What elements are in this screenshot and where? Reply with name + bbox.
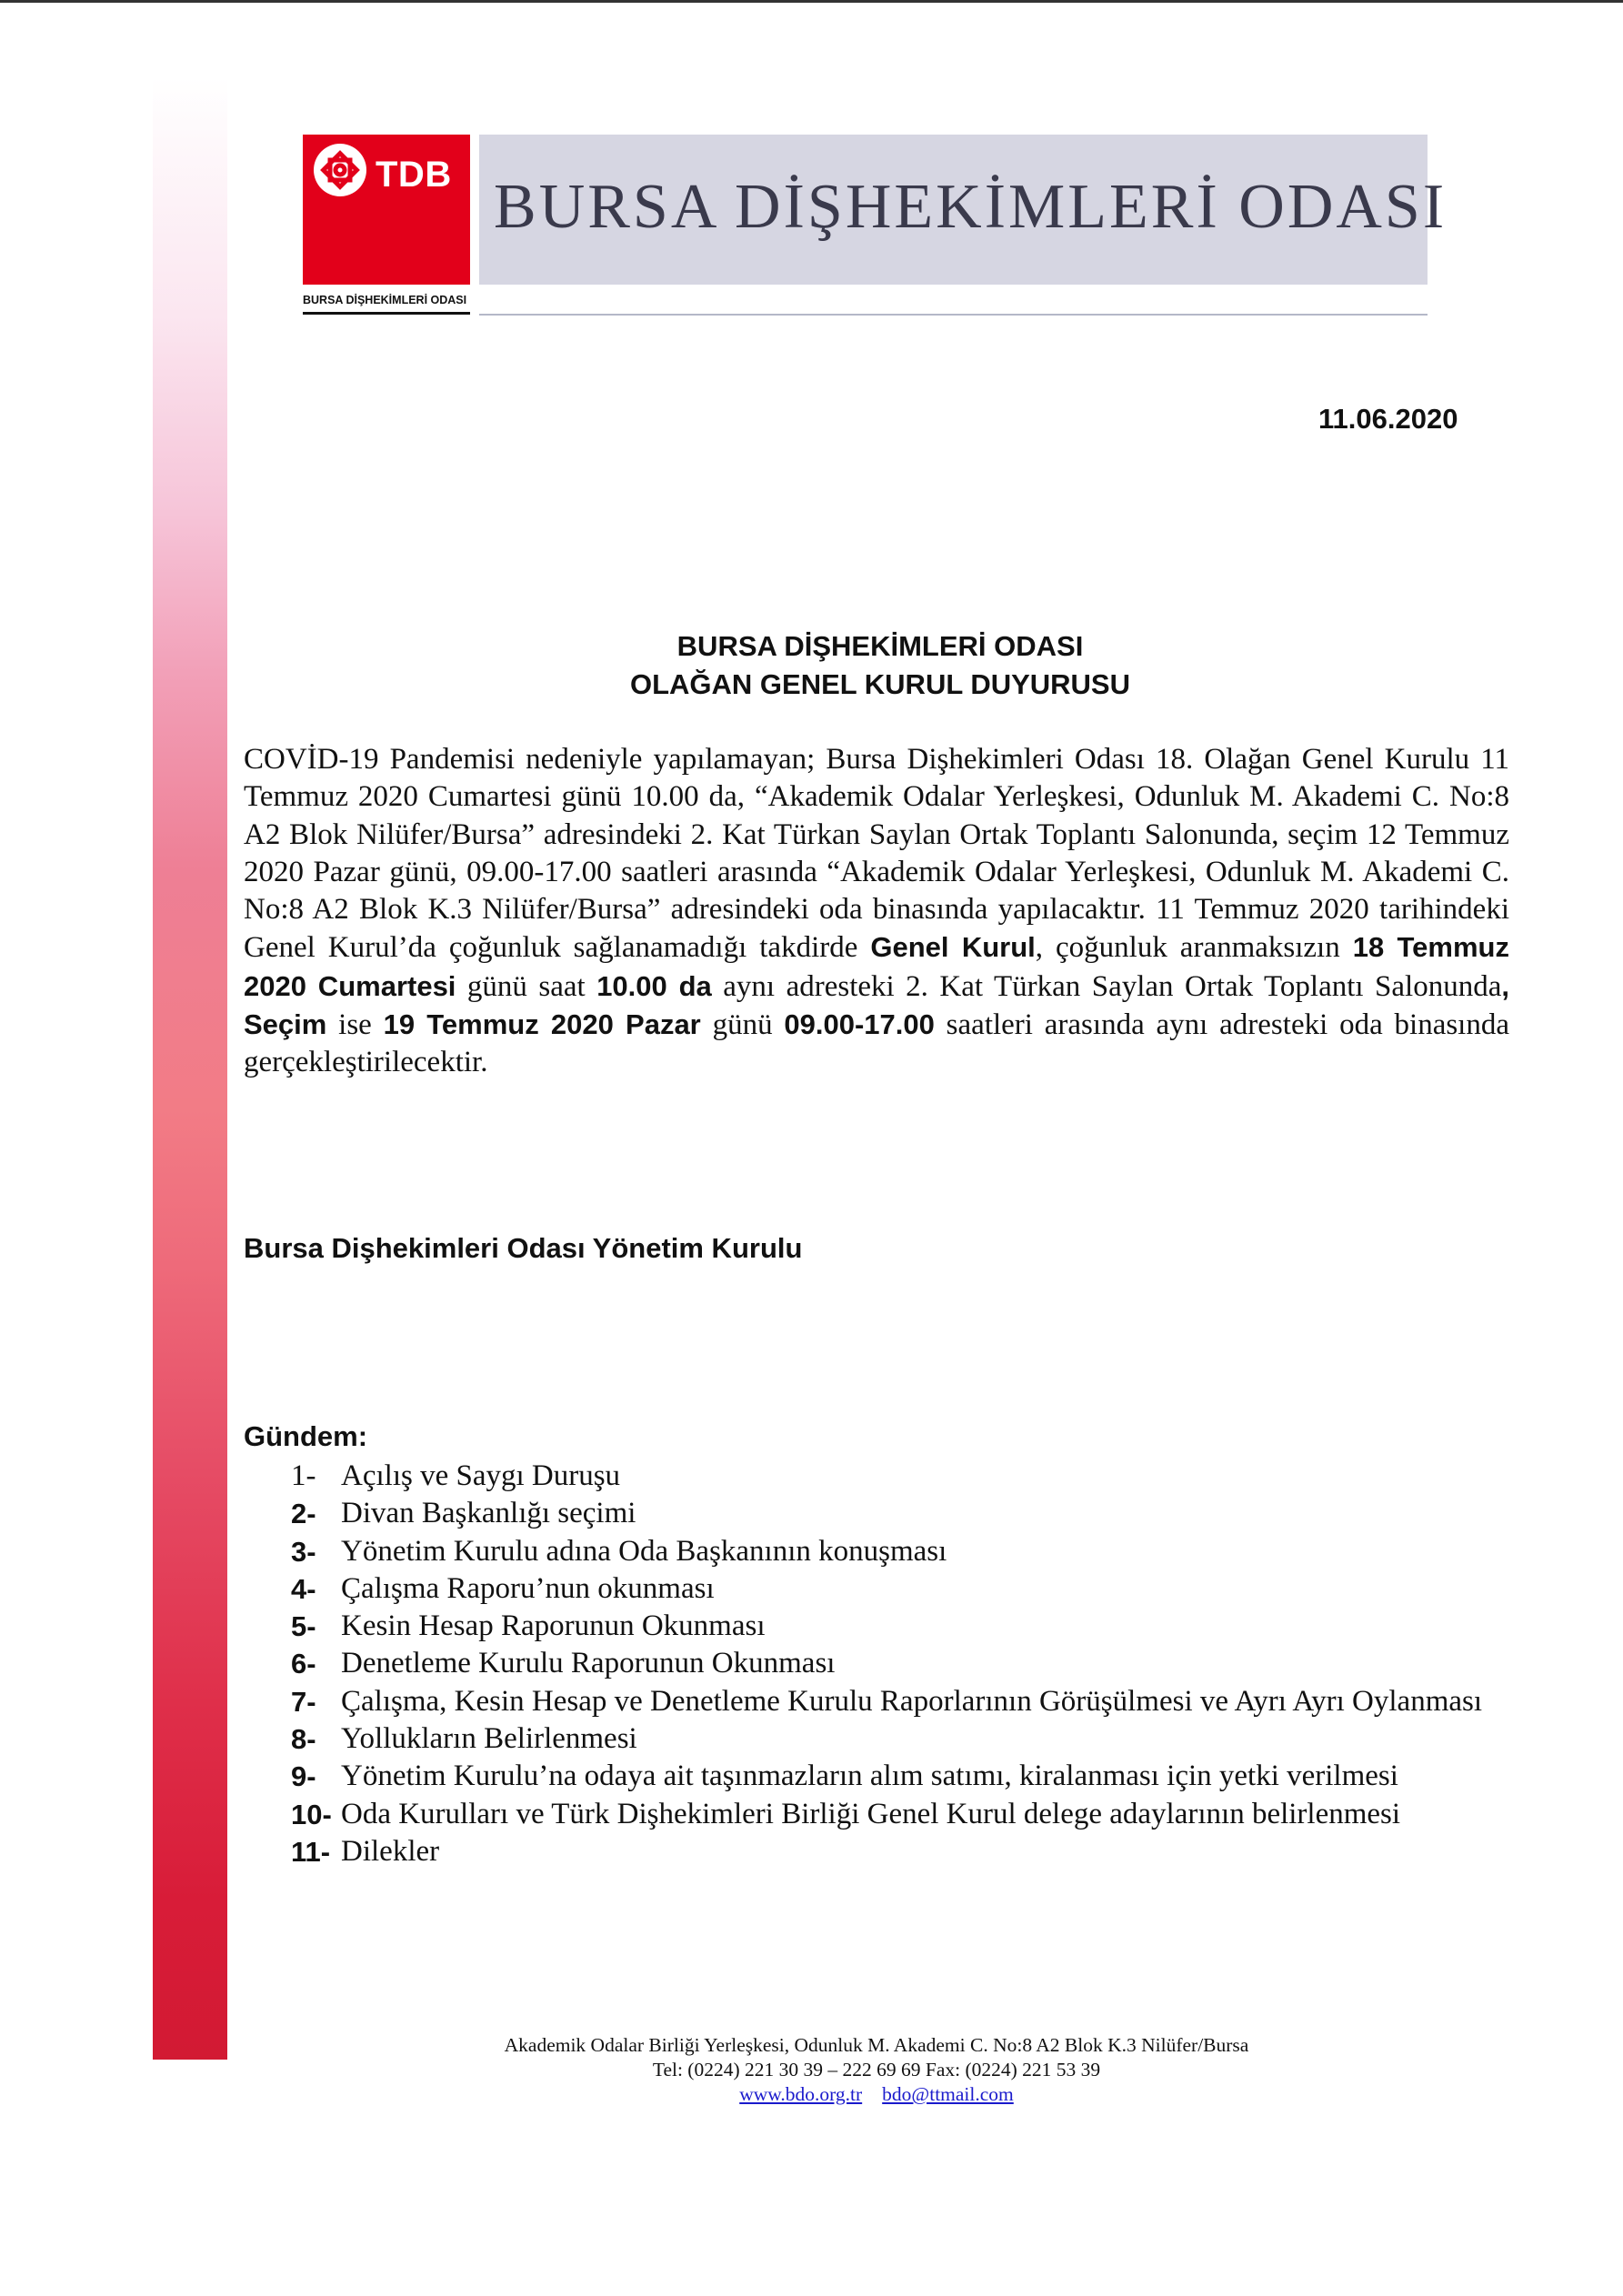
body-bold: 09.00-17.00	[784, 1008, 935, 1041]
agenda-number: 11-	[291, 1835, 331, 1868]
agenda-number: 4-	[291, 1572, 316, 1605]
agenda-item	[291, 1796, 1528, 1833]
agenda-item	[291, 1645, 1528, 1682]
signature: Bursa Dişhekimleri Odası Yönetim Kurulu	[244, 1232, 803, 1264]
agenda-number: 3-	[291, 1535, 316, 1568]
agenda-text: Oda Kurulları ve Türk Dişhekimleri Birliği Genel Kurul delege adaylarının belirlenmesi	[341, 1797, 1401, 1830]
logo-subtitle: BURSA DİŞHEKİMLERİ ODASI	[303, 294, 467, 306]
footer-contact: Tel: (0224) 221 30 39 – 222 69 69 Fax: (0224) 221 53 39	[652, 2059, 1101, 2080]
logo-text: TDB	[376, 155, 452, 195]
body-bold: , Seçim	[244, 969, 1509, 1041]
agenda-number: 2-	[291, 1498, 316, 1530]
body-bold: Genel Kurul	[870, 931, 1036, 964]
body-text: saatleri arasında aynı adresteki oda binasında gerçekleştirilecektir.	[244, 1008, 1509, 1079]
footer-links	[244, 2083, 1509, 2106]
agenda-text: Divan Başkanlığı seçimi	[341, 1497, 636, 1530]
agenda-item	[291, 1720, 1528, 1758]
body-text: COVİD-19 Pandemisi nedeniyle yapılamayan; Bursa Dişhekimleri Odası 18. Olağan Genel Kurulu 11 Temmuz 2020 Cumartesi günü 10.00 da, “Akademik Odalar Yerleşkesi, Odunluk M. Akademi C. No:8 A2 Blok Nilüfer/Bursa” adresindeki 2. Kat Türkan Saylan Ortak Toplantı Salonunda, seçim 12 Temmuz 2020 Pazar günü, 09.00-17.00 saatleri arasında “Akademik Odalar Yerleşkesi, Odunluk M. Akademi C. No:8 A2 Blok K.3 Nilüfer/Bursa” adresindeki oda binasında yapılacaktır. 11 Temmuz 2020 tarihindeki Genel Kurul’da çoğunluk sağlanamadığı takdirde	[244, 743, 1509, 965]
agenda-text: Denetleme Kurulu Raporunun Okunması	[341, 1647, 836, 1680]
body-text: günü	[700, 1008, 785, 1042]
agenda-item	[291, 1833, 1528, 1870]
document-title: BURSA DİŞHEKİMLERİ ODASI	[676, 630, 1084, 662]
agenda-list	[291, 1458, 1528, 1870]
agenda-item	[291, 1570, 1528, 1608]
agenda-item	[291, 1495, 1528, 1532]
agenda-number: 8-	[291, 1723, 316, 1756]
agenda-item	[291, 1758, 1528, 1795]
footer-address: Akademik Odalar Birliği Yerleşkesi, Odunluk M. Akademi C. No:8 A2 Blok K.3 Nilüfer/Bursa	[504, 2034, 1249, 2056]
body-text: aynı adresteki 2. Kat Türkan Saylan Ortak Toplantı Salonunda	[711, 969, 1502, 1003]
body-bold: 19 Temmuz 2020 Pazar	[383, 1008, 701, 1041]
header-divider	[479, 314, 1428, 316]
agenda-text: Çalışma Raporu’nun okunması	[341, 1571, 715, 1605]
agenda-text: Çalışma, Kesin Hesap ve Denetleme Kurulu Raporlarının Görüşülmesi ve Ayrı Ayrı Oylanması	[341, 1684, 1483, 1718]
agenda-text: Dilekler	[341, 1834, 440, 1868]
decorative-gradient-bar	[153, 77, 227, 2060]
agenda-text: Açılış ve Saygı Duruşu	[341, 1459, 621, 1492]
header-banner	[479, 135, 1448, 285]
announcement-body	[244, 741, 1509, 1082]
top-border	[0, 0, 1623, 3]
agenda-text: Yönetim Kurulu’na odaya ait taşınmazların alım satımı, kiralanması için yetki verilmesi	[341, 1760, 1398, 1793]
agenda-item	[291, 1608, 1528, 1645]
knot-emblem-icon	[312, 142, 368, 198]
banner-title: BURSA DİŞHEKİMLERİ ODASI	[494, 172, 1448, 242]
body-text: , çoğunluk aranmaksızın	[1035, 931, 1353, 965]
agenda-text: Yollukların Belirlenmesi	[341, 1722, 637, 1756]
body-text: ise	[326, 1008, 384, 1042]
agenda-heading: Gündem:	[244, 1420, 368, 1452]
agenda-number: 5-	[291, 1610, 316, 1643]
body-bold: 10.00 da	[596, 969, 712, 1002]
body-bold: 18 Temmuz 2020 Cumartesi	[244, 931, 1509, 1002]
agenda-item	[291, 1533, 1528, 1570]
agenda-number: 6-	[291, 1648, 316, 1680]
agenda-text: Kesin Hesap Raporunun Okunması	[341, 1609, 766, 1643]
email-link[interactable]: bdo@ttmail.com	[882, 2083, 1014, 2105]
logo-underline	[303, 312, 470, 315]
agenda-item	[291, 1683, 1528, 1720]
document-subtitle: OLAĞAN GENEL KURUL DUYURUSU	[630, 668, 1130, 700]
body-text: günü saat	[456, 969, 597, 1003]
agenda-number: 10-	[291, 1798, 332, 1830]
agenda-item	[291, 1458, 1528, 1495]
agenda-number: 7-	[291, 1685, 316, 1718]
agenda-number: 9-	[291, 1760, 316, 1793]
document-date: 11.06.2020	[1318, 403, 1458, 435]
website-link[interactable]: www.bdo.org.tr	[739, 2083, 863, 2105]
tdb-logo	[303, 135, 470, 285]
agenda-text: Yönetim Kurulu adına Oda Başkanının konuşması	[341, 1534, 947, 1568]
agenda-number: 1-	[291, 1459, 316, 1492]
